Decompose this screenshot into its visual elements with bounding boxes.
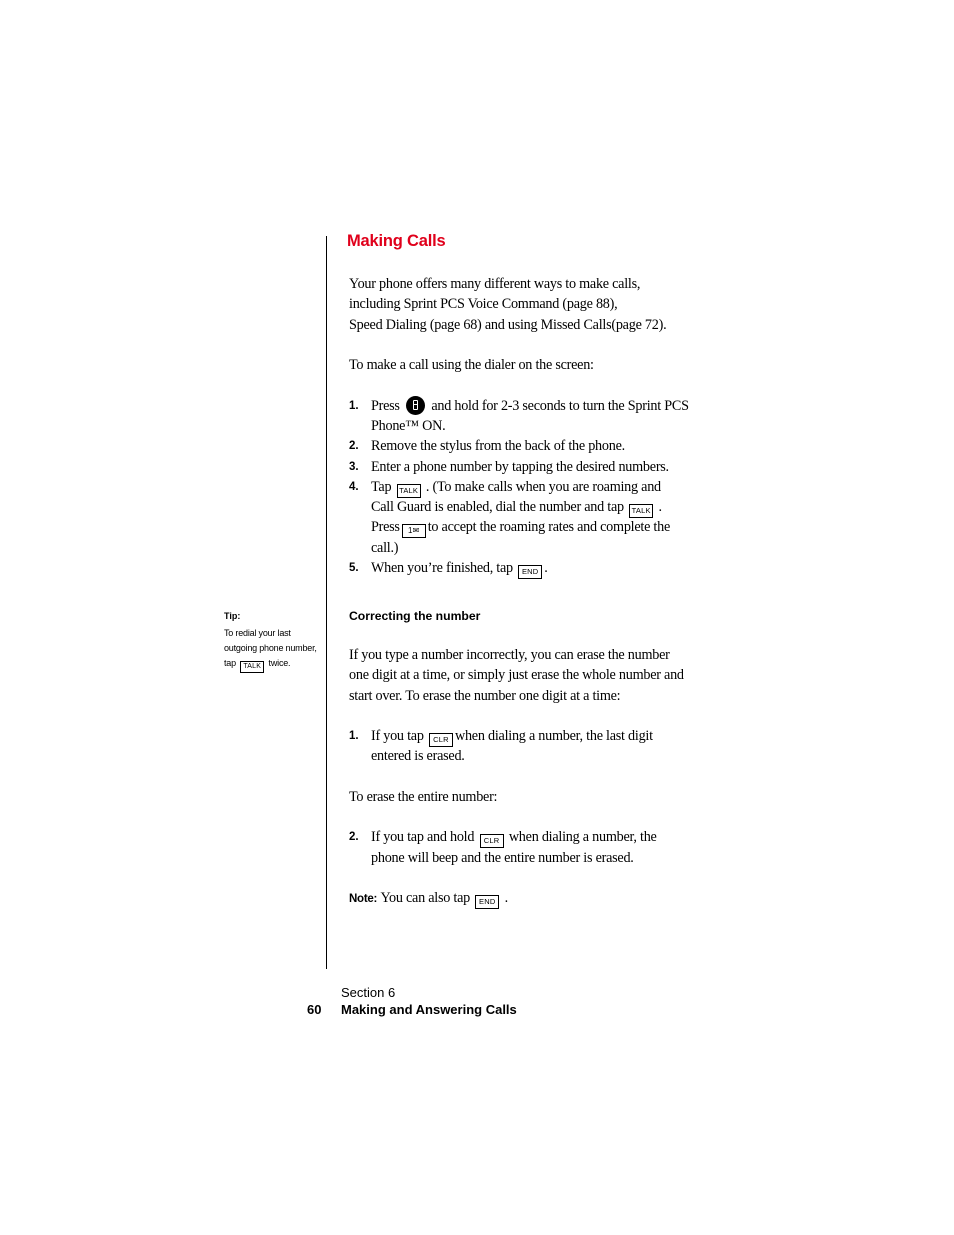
correcting-step-1-line-1 xyxy=(371,726,653,747)
correcting-line-3: start over. To erase the number one digit at a time: xyxy=(349,688,621,704)
correcting-line-1: If you type a number incorrectly, you can erase the number xyxy=(349,647,670,663)
one-voicemail-key-icon: 1✉ xyxy=(402,524,426,538)
step-1-line-1 xyxy=(371,396,689,416)
tip-label: Tip: xyxy=(224,611,241,621)
step-number: 4. xyxy=(349,481,359,493)
note-text: You can also tap xyxy=(380,890,470,906)
correcting-step-2-line-2: phone will beep and the entire number is erased. xyxy=(371,850,634,866)
step-text: Press xyxy=(371,519,400,535)
step-number: 1. xyxy=(349,730,359,742)
intro-line-2: including Sprint PCS Voice Command (page 88), xyxy=(349,296,618,312)
talk-key-icon: TALK xyxy=(629,504,653,518)
dialer-intro: To make a call using the dialer on the screen: xyxy=(349,357,594,373)
step-text: . xyxy=(658,499,662,515)
footer-section-label: Section 6 xyxy=(341,985,396,1000)
talk-key-icon: TALK xyxy=(240,661,264,673)
step-text: If you tap xyxy=(371,728,424,744)
tip-line-3 xyxy=(224,656,290,673)
footer-chapter-title: Making and Answering Calls xyxy=(341,1002,517,1017)
tip-text: twice. xyxy=(268,658,291,668)
step-text: when dialing a number, the xyxy=(508,829,657,845)
step-number: 3. xyxy=(349,461,359,473)
step-text: . (To make calls when you are roaming and xyxy=(425,479,661,495)
intro-line-1: Your phone offers many different ways to make calls, xyxy=(349,276,641,292)
correcting-line-2: one digit at a time, or simply just erase the whole number and xyxy=(349,667,684,683)
page-title: Making Calls xyxy=(347,232,446,250)
margin-rule xyxy=(326,236,327,969)
intro-line-3: Speed Dialing (page 68) and using Missed Calls(page 72). xyxy=(349,317,667,333)
step-number: 5. xyxy=(349,562,359,574)
step-text: Call Guard is enabled, dial the number and tap xyxy=(371,499,624,515)
erase-entire-intro: To erase the entire number: xyxy=(349,789,498,805)
step-number: 2. xyxy=(349,831,359,843)
tip-text: tap xyxy=(224,658,236,668)
tip-line-1: To redial your last xyxy=(224,628,291,638)
step-number: 1. xyxy=(349,400,359,412)
correcting-step-1-line-2: entered is erased. xyxy=(371,748,465,764)
end-key-icon: END xyxy=(475,895,499,909)
step-5-text xyxy=(371,558,547,579)
step-4-line-2 xyxy=(371,497,662,518)
step-3-text: Enter a phone number by tapping the desired numbers. xyxy=(371,459,669,475)
step-4-line-1 xyxy=(371,477,661,498)
step-2-text: Remove the stylus from the back of the phone. xyxy=(371,438,625,454)
step-number: 2. xyxy=(349,440,359,452)
end-key-icon: END xyxy=(518,565,542,579)
step-text: to accept the roaming rates and complete the xyxy=(427,519,671,535)
talk-key-icon: TALK xyxy=(397,484,421,498)
clr-key-icon: CLR xyxy=(480,834,504,848)
note-label: Note: xyxy=(349,893,378,905)
note-text: . xyxy=(504,890,508,906)
step-text: When you’re finished, tap xyxy=(371,560,513,576)
clr-key-icon: CLR xyxy=(429,733,453,747)
step-4-line-3 xyxy=(371,517,670,538)
correcting-step-2-line-1 xyxy=(371,827,657,848)
step-text: If you tap and hold xyxy=(371,829,475,845)
step-4-line-4: call.) xyxy=(371,540,399,556)
step-1-line-2: Phone™ ON. xyxy=(371,418,446,434)
step-text: Press xyxy=(371,398,400,414)
step-text: and hold for 2-3 seconds to turn the Sprint PCS xyxy=(431,398,689,414)
page-number: 60 xyxy=(307,1002,322,1017)
power-key-icon xyxy=(406,396,425,415)
step-text: when dialing a number, the last digit xyxy=(454,728,653,744)
section-subheading: Correcting the number xyxy=(349,609,481,623)
step-text: Tap xyxy=(371,479,392,495)
step-text: . xyxy=(544,560,548,576)
tip-line-2: outgoing phone number, xyxy=(224,643,317,653)
note xyxy=(349,888,508,909)
